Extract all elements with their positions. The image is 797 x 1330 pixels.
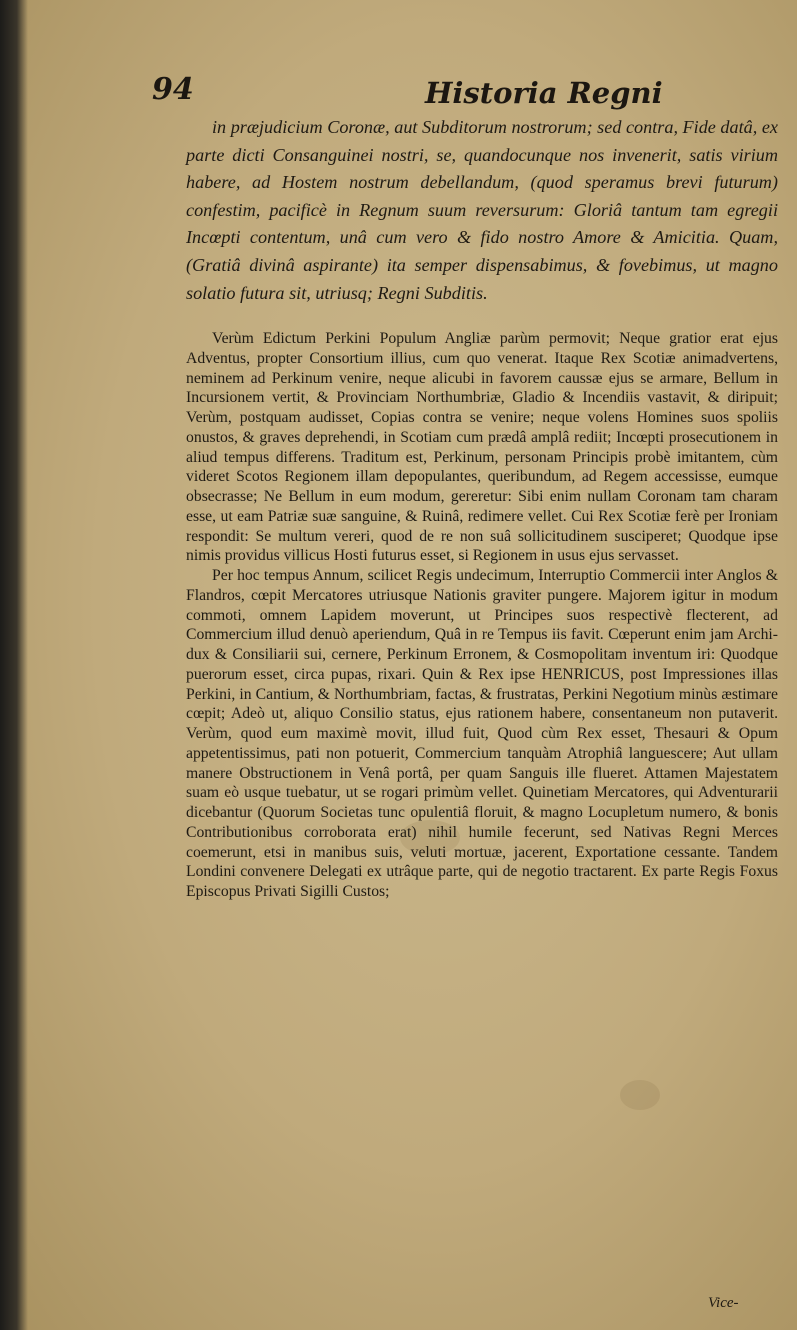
running-head: Historia Regni bbox=[425, 76, 663, 110]
paragraph-1: Verùm Edictum Perkini Populum Angliæ parùm permovit; Neque gratior erat ejus Adventus, propter Consortium illius, cum quo venerat. Itaque Rex Scotiæ animadvertens, neminem ad Perkinum venire, neque alicubi in favorem caussæ ejus se armare, Bellum in Incursionem vertit, & Provinciam Northumbriæ, Gladio & Incendiis vastavit, & diripuit; Verùm, postquam audisset, Copias contra se venire; neque volens Homines suos spoliis onustos, & graves deprehendi, in Scotiam cum prædâ amplâ rediit; Incœpti prosecutionem in aliud tempus differens. Traditum est, Perkinum, personam Principis probè imitantem, cùm videret Scotos Regionem illam depopulantes, queribundum, ad Regem accessisse, eumque obsecrasse; Ne Bellum in eum modum, gereretur: Sibi enim nullam Coronam tam charam esse, ut eam Patriæ suæ sanguine, & Ruinâ, redimere vellet. Cui Rex Scotiæ ferè per Ironiam respondit: Se multum vereri, quod de re non suâ sollicitudinem susciperet; Quodque ipse nimis providus villicus Hosti futurus esset, si Regionem in usus ejus servasset. bbox=[186, 330, 778, 565]
intro-paragraph: in præjudicium Coronæ, aut Subditorum nostrorum; sed contra, Fide datâ, ex parte dicti Consanguinei nostri, se, quandocunque nos invenerit, satis virium habere, ad Hostem nostrum debellandum, (quod speramus brevi futurum) confestim, pacificè in Regnum suum reversurum: Gloriâ tantum tam egregii Incœpti contentum, unâ cum vero & fido nostro Amore & Amicitia. Quam, (Gratiâ divinâ aspirante) ita semper dispensabimus, & fovebimus, ut magno solatio futura sit, utriusq; Regni Subditis. bbox=[186, 117, 778, 303]
binding-gutter bbox=[0, 0, 28, 1330]
body-text bbox=[186, 114, 778, 902]
paragraph-2: Per hoc tempus Annum, scilicet Regis undecimum, Interruptio Commercii inter Anglos & Flandros, cœpit Mercatores utriusque Nationis graviter pungere. Majorem igitur in modum commoti, omnem Lapidem moverunt, ut Principes suos respectivè flecterent, ad Commercium illud denuò aperiendum, Quâ in re Tempus iis favit. Cœperunt enim jam Archi-dux & Consiliarii sui, cernere, Perkinum Erronem, & Cosmopolitam inventum iri: Quodque puerorum esset, circa pupas, rixari. Quin & Rex ipse HENRICUS, post Impressiones illas Perkini, in Cantium, & Northumbriam, factas, & frustratas, Perkini Negotium minùs æstimare cœpit; Adeò ut, aliquo Consilio status, ejus rationem habere, consentaneum non putaverit. Verùm, quod eum maximè movit, illud fuit, Quod cùm Rex esset, Thesauri & Opum appetentissimus, pati non potuerit, Commercium tanquàm Atrophiâ languescere; Aut ullam manere Obstructionem in Venâ portâ, per quam Sanguis ille flueret. Attamen Majestatem suam eò usque tuebatur, ut se rogari primùm vellet. Quinetiam Mercatores, qui Adventurarii dicebantur (Quorum Societas tunc opulentiâ floruit, & magno Locupletum numero, & bonis Contributionibus corroborata erat) nihil humile fecerunt, sed Nativas Regni Merces coemerunt, etsi in manibus suis, veluti mortuæ, jacerent, Exportatione cessante. Tandem Londini convenere Delegati ex utrâque parte, qui de negotio tractarent. Ex parte Regis Foxus Episcopus Privati Sigilli Custos; bbox=[186, 567, 778, 901]
paper-stain bbox=[620, 1080, 660, 1110]
page-number: 94 bbox=[152, 72, 194, 107]
catchword: Vice- bbox=[708, 1295, 739, 1311]
